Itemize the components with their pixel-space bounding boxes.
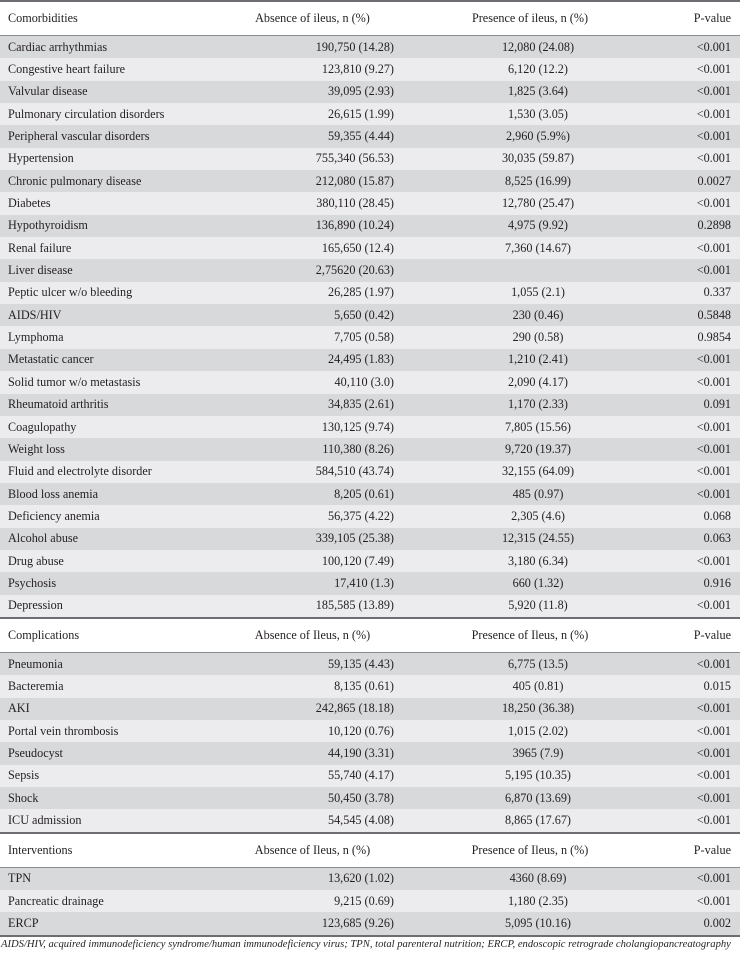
cell-absence: 39,095 (2.93): [225, 81, 400, 103]
cell-presence: 2,305 (4.6): [400, 505, 660, 527]
cell-presence: 1,180 (2.35): [400, 890, 660, 912]
cell-absence: 10,120 (0.76): [225, 720, 400, 742]
table-row: [0, 282, 740, 304]
cell-presence: 1,530 (3.05): [400, 103, 660, 125]
cell-name: Sepsis: [0, 765, 225, 787]
cell-absence: 242,865 (18.18): [225, 698, 400, 720]
interventions-section: [0, 833, 740, 936]
cell-presence: 4,975 (9.92): [400, 215, 660, 237]
cell-absence: 185,585 (13.89): [225, 595, 400, 618]
cell-p-value: <0.001: [660, 461, 740, 483]
column-header-presence: Presence of Ileus, n (%): [400, 833, 660, 868]
cell-absence: 34,835 (2.61): [225, 394, 400, 416]
cell-absence: 55,740 (4.17): [225, 765, 400, 787]
cell-p-value: <0.001: [660, 259, 740, 281]
cell-p-value: <0.001: [660, 237, 740, 259]
cell-presence: 230 (0.46): [400, 304, 660, 326]
cell-absence: 755,340 (56.53): [225, 148, 400, 170]
cell-p-value: 0.091: [660, 394, 740, 416]
cell-name: Drug abuse: [0, 550, 225, 572]
cell-absence: 59,355 (4.44): [225, 125, 400, 147]
cell-absence: 212,080 (15.87): [225, 170, 400, 192]
cell-absence: 123,810 (9.27): [225, 58, 400, 80]
cell-presence: 1,170 (2.33): [400, 394, 660, 416]
cell-name: Fluid and electrolyte disorder: [0, 461, 225, 483]
table-row: [0, 595, 740, 618]
cell-p-value: 0.5848: [660, 304, 740, 326]
cell-p-value: <0.001: [660, 125, 740, 147]
cell-presence: 485 (0.97): [400, 483, 660, 505]
column-header-p-value: P-value: [660, 1, 740, 36]
cell-p-value: 0.063: [660, 528, 740, 550]
cell-presence: 8,525 (16.99): [400, 170, 660, 192]
cell-name: Renal failure: [0, 237, 225, 259]
table-row: [0, 890, 740, 912]
cell-name: Alcohol abuse: [0, 528, 225, 550]
cell-p-value: <0.001: [660, 890, 740, 912]
table-row: [0, 237, 740, 259]
cell-presence: 660 (1.32): [400, 572, 660, 594]
cell-presence: 2,090 (4.17): [400, 371, 660, 393]
cell-name: Depression: [0, 595, 225, 618]
cell-p-value: 0.916: [660, 572, 740, 594]
table-row: [0, 742, 740, 764]
table-row: [0, 192, 740, 214]
cell-presence: 290 (0.58): [400, 326, 660, 348]
table-row: [0, 461, 740, 483]
table-row: [0, 652, 740, 675]
cell-name: Metastatic cancer: [0, 349, 225, 371]
cell-presence: 8,865 (17.67): [400, 809, 660, 832]
table-row: [0, 215, 740, 237]
cell-p-value: 0.337: [660, 282, 740, 304]
table-row: [0, 867, 740, 890]
cell-p-value: <0.001: [660, 867, 740, 890]
table-row: [0, 170, 740, 192]
cell-p-value: <0.001: [660, 349, 740, 371]
cell-absence: 54,545 (4.08): [225, 809, 400, 832]
table-row: [0, 912, 740, 935]
cell-name: Pancreatic drainage: [0, 890, 225, 912]
cell-p-value: 0.002: [660, 912, 740, 935]
cell-name: Deficiency anemia: [0, 505, 225, 527]
table-footnote: AIDS/HIV, acquired immunodeficiency syndrome/human immunodeficiency virus; TPN, total parenteral nutrition; ERCP, endoscopic retrograde cholangiopancreatography: [1, 938, 731, 950]
cell-name: Lymphoma: [0, 326, 225, 348]
cell-absence: 40,110 (3.0): [225, 371, 400, 393]
cell-name: Solid tumor w/o metastasis: [0, 371, 225, 393]
table-row: [0, 349, 740, 371]
cell-presence: 18,250 (36.38): [400, 698, 660, 720]
cell-presence: 5,195 (10.35): [400, 765, 660, 787]
cell-absence: 110,380 (8.26): [225, 438, 400, 460]
cell-p-value: <0.001: [660, 416, 740, 438]
table-row: [0, 572, 740, 594]
cell-presence: 2,960 (5.9%): [400, 125, 660, 147]
cell-presence: [400, 259, 660, 281]
cell-presence: 9,720 (19.37): [400, 438, 660, 460]
cell-presence: 1,825 (3.64): [400, 81, 660, 103]
cell-absence: 44,190 (3.31): [225, 742, 400, 764]
table-row: [0, 371, 740, 393]
cell-presence: 6,775 (13.5): [400, 652, 660, 675]
table-row: [0, 528, 740, 550]
cell-absence: 339,105 (25.38): [225, 528, 400, 550]
cell-name: Coagulopathy: [0, 416, 225, 438]
cell-name: Portal vein thrombosis: [0, 720, 225, 742]
cell-name: Peptic ulcer w/o bleeding: [0, 282, 225, 304]
column-header-p-value: P-value: [660, 833, 740, 868]
table-row: [0, 483, 740, 505]
cell-absence: 2,75620 (20.63): [225, 259, 400, 281]
table-row: [0, 36, 740, 59]
cell-absence: 165,650 (12.4): [225, 237, 400, 259]
cell-absence: 59,135 (4.43): [225, 652, 400, 675]
cell-p-value: <0.001: [660, 36, 740, 59]
cell-name: Hypothyroidism: [0, 215, 225, 237]
cell-name: Weight loss: [0, 438, 225, 460]
cell-name: Diabetes: [0, 192, 225, 214]
table-row: [0, 698, 740, 720]
cell-p-value: <0.001: [660, 58, 740, 80]
comorbidities-header-row: [0, 1, 740, 36]
cell-absence: 5,650 (0.42): [225, 304, 400, 326]
cell-p-value: <0.001: [660, 81, 740, 103]
cell-name: Congestive heart failure: [0, 58, 225, 80]
comorbidities-section: [0, 1, 740, 618]
cell-p-value: <0.001: [660, 148, 740, 170]
cell-absence: 9,215 (0.69): [225, 890, 400, 912]
cell-p-value: <0.001: [660, 787, 740, 809]
cell-name: Peripheral vascular disorders: [0, 125, 225, 147]
column-header-name: Complications: [0, 618, 225, 653]
table-row: [0, 809, 740, 832]
cell-name: Pulmonary circulation disorders: [0, 103, 225, 125]
cell-absence: 7,705 (0.58): [225, 326, 400, 348]
cell-p-value: <0.001: [660, 765, 740, 787]
cell-p-value: 0.9854: [660, 326, 740, 348]
cell-presence: 7,360 (14.67): [400, 237, 660, 259]
table-row: [0, 394, 740, 416]
table-row: [0, 148, 740, 170]
table-row: [0, 550, 740, 572]
cell-name: Liver disease: [0, 259, 225, 281]
cell-presence: 30,035 (59.87): [400, 148, 660, 170]
table-row: [0, 304, 740, 326]
column-header-name: Comorbidities: [0, 1, 225, 36]
cell-absence: 26,285 (1.97): [225, 282, 400, 304]
cell-presence: 1,210 (2.41): [400, 349, 660, 371]
column-header-presence: Presence of ileus, n (%): [400, 1, 660, 36]
cell-absence: 13,620 (1.02): [225, 867, 400, 890]
table-row: [0, 103, 740, 125]
cell-presence: 6,870 (13.69): [400, 787, 660, 809]
cell-presence: 405 (0.81): [400, 675, 660, 697]
cell-presence: 6,120 (12.2): [400, 58, 660, 80]
cell-absence: 17,410 (1.3): [225, 572, 400, 594]
cell-p-value: <0.001: [660, 809, 740, 832]
table-row: [0, 416, 740, 438]
cell-name: Cardiac arrhythmias: [0, 36, 225, 59]
column-header-absence: Absence of Ileus, n (%): [225, 833, 400, 868]
cell-presence: 5,920 (11.8): [400, 595, 660, 618]
cell-absence: 380,110 (28.45): [225, 192, 400, 214]
table-row: [0, 505, 740, 527]
cell-name: Pneumonia: [0, 652, 225, 675]
cell-name: Blood loss anemia: [0, 483, 225, 505]
cell-name: Hypertension: [0, 148, 225, 170]
cell-name: TPN: [0, 867, 225, 890]
cell-presence: 5,095 (10.16): [400, 912, 660, 935]
cell-p-value: <0.001: [660, 595, 740, 618]
cell-p-value: 0.0027: [660, 170, 740, 192]
cell-absence: 8,205 (0.61): [225, 483, 400, 505]
cell-name: Pseudocyst: [0, 742, 225, 764]
cell-name: Chronic pulmonary disease: [0, 170, 225, 192]
cell-presence: 3965 (7.9): [400, 742, 660, 764]
cell-p-value: <0.001: [660, 742, 740, 764]
cell-name: AKI: [0, 698, 225, 720]
column-header-name: Interventions: [0, 833, 225, 868]
cell-presence: 12,780 (25.47): [400, 192, 660, 214]
cell-absence: 24,495 (1.83): [225, 349, 400, 371]
cell-p-value: <0.001: [660, 652, 740, 675]
cell-p-value: <0.001: [660, 483, 740, 505]
cell-presence: 32,155 (64.09): [400, 461, 660, 483]
complications-header-row: [0, 618, 740, 653]
table-row: [0, 81, 740, 103]
cell-name: ERCP: [0, 912, 225, 935]
cell-presence: 12,315 (24.55): [400, 528, 660, 550]
cell-absence: 130,125 (9.74): [225, 416, 400, 438]
cell-absence: 8,135 (0.61): [225, 675, 400, 697]
cell-p-value: <0.001: [660, 371, 740, 393]
table-row: [0, 326, 740, 348]
cell-p-value: 0.068: [660, 505, 740, 527]
cell-presence: 4360 (8.69): [400, 867, 660, 890]
cell-p-value: <0.001: [660, 720, 740, 742]
cell-absence: 100,120 (7.49): [225, 550, 400, 572]
cell-name: Valvular disease: [0, 81, 225, 103]
cell-p-value: <0.001: [660, 550, 740, 572]
table-row: [0, 438, 740, 460]
cell-name: Bacteremia: [0, 675, 225, 697]
cell-name: Rheumatoid arthritis: [0, 394, 225, 416]
cell-presence: 7,805 (15.56): [400, 416, 660, 438]
cell-p-value: 0.2898: [660, 215, 740, 237]
cell-p-value: <0.001: [660, 438, 740, 460]
table-row: [0, 259, 740, 281]
cell-absence: 26,615 (1.99): [225, 103, 400, 125]
cell-name: Psychosis: [0, 572, 225, 594]
cell-absence: 123,685 (9.26): [225, 912, 400, 935]
cell-absence: 190,750 (14.28): [225, 36, 400, 59]
cell-presence: 12,080 (24.08): [400, 36, 660, 59]
cell-p-value: <0.001: [660, 103, 740, 125]
cell-p-value: <0.001: [660, 192, 740, 214]
cell-absence: 136,890 (10.24): [225, 215, 400, 237]
table-row: [0, 675, 740, 697]
cell-presence: 3,180 (6.34): [400, 550, 660, 572]
interventions-header-row: [0, 833, 740, 868]
table-row: [0, 787, 740, 809]
table-row: [0, 58, 740, 80]
cell-absence: 584,510 (43.74): [225, 461, 400, 483]
column-header-absence: Absence of Ileus, n (%): [225, 618, 400, 653]
column-header-absence: Absence of ileus, n (%): [225, 1, 400, 36]
cell-name: Shock: [0, 787, 225, 809]
cell-absence: 56,375 (4.22): [225, 505, 400, 527]
table-row: [0, 720, 740, 742]
cell-presence: 1,015 (2.02): [400, 720, 660, 742]
table-row: [0, 125, 740, 147]
column-header-p-value: P-value: [660, 618, 740, 653]
complications-section: [0, 618, 740, 833]
cell-name: ICU admission: [0, 809, 225, 832]
cell-presence: 1,055 (2.1): [400, 282, 660, 304]
cell-p-value: <0.001: [660, 698, 740, 720]
column-header-presence: Presence of Ileus, n (%): [400, 618, 660, 653]
table-row: [0, 765, 740, 787]
cell-name: AIDS/HIV: [0, 304, 225, 326]
cell-absence: 50,450 (3.78): [225, 787, 400, 809]
cell-p-value: 0.015: [660, 675, 740, 697]
